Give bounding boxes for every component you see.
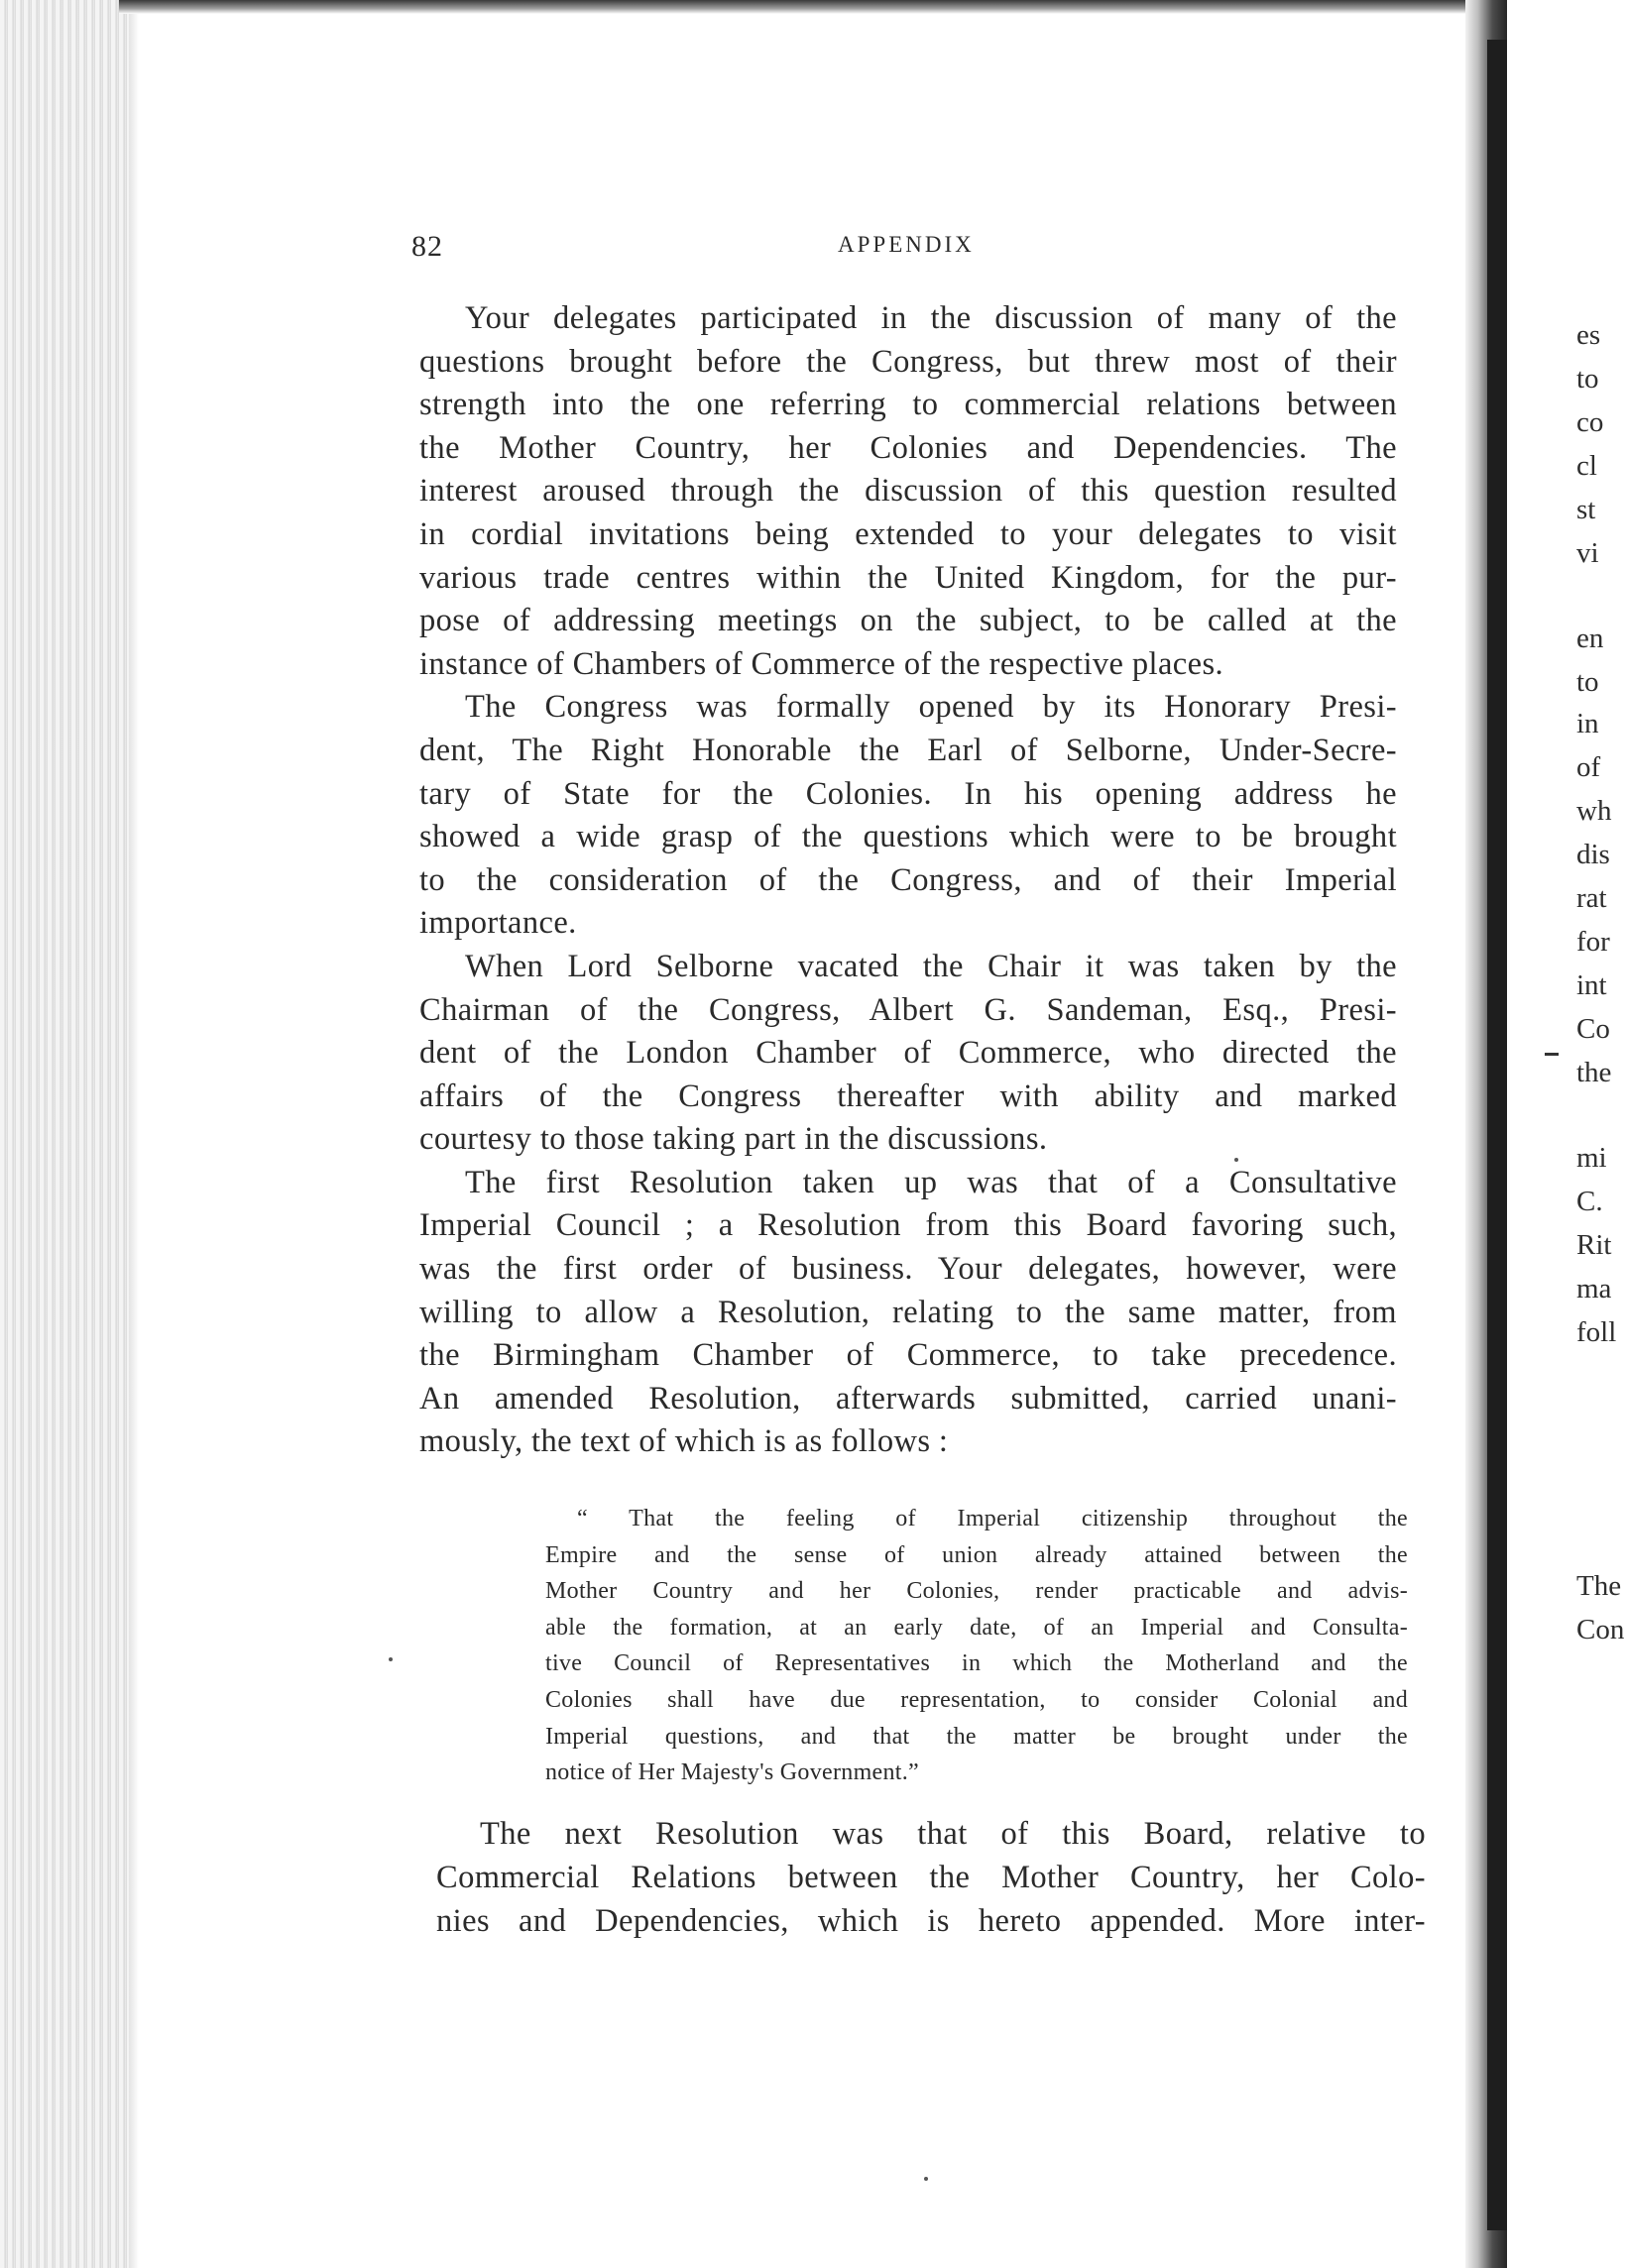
facing-text: mi	[1576, 1142, 1607, 1174]
paragraph	[419, 297, 1397, 686]
page-speck	[389, 1657, 393, 1661]
quote-line: able the formation, at an early date, of an Imperial and Consulta-	[545, 1614, 1408, 1641]
facing-text: st	[1576, 494, 1596, 525]
quote-line: tive Council of Representatives in which the Motherland and the	[545, 1650, 1408, 1677]
text-line: When Lord Selborne vacated the Chair it was taken by the	[465, 948, 1397, 984]
facing-text: Con	[1576, 1614, 1625, 1645]
text-line: The Congress was formally opened by its Honorary Presi-	[465, 689, 1397, 726]
text-line: dent, The Right Honorable the Earl of Selborne, Under-Secre-	[419, 732, 1397, 768]
paragraph	[419, 1162, 1397, 1464]
quote-line: Imperial questions, and that the matter be brought under the	[545, 1723, 1408, 1750]
text-line: the Birmingham Chamber of Commerce, to take precedence.	[419, 1337, 1397, 1374]
facing-text: wh	[1576, 795, 1612, 827]
facing-text: en	[1576, 623, 1604, 654]
facing-text: foll	[1576, 1316, 1617, 1348]
body-text	[419, 297, 1397, 1464]
quote-line: “ That the feeling of Imperial citizenship throughout the	[577, 1506, 1408, 1531]
facing-text: in	[1576, 708, 1599, 739]
text-line: to the consideration of the Congress, and of their Imperial	[419, 861, 1397, 898]
quote-line: Empire and the sense of union already attained between the	[545, 1541, 1408, 1568]
text-line: mously, the text of which is as follows :	[419, 1423, 949, 1460]
text-line: was the first order of business. Your delegates, however, were	[419, 1251, 1397, 1288]
text-line: Your delegates participated in the discussion of many of the	[465, 300, 1397, 336]
facing-text: rat	[1576, 882, 1607, 914]
text-line: in cordial invitations being extended to your delegates to visit	[419, 515, 1397, 552]
text-line: tary of State for the Colonies. In his opening address he	[419, 775, 1397, 812]
facing-text: for	[1576, 926, 1610, 958]
text-line: interest aroused through the discussion of this question resulted	[419, 473, 1397, 510]
facing-text: dis	[1576, 839, 1610, 870]
text-line: nies and Dependencies, which is hereto appended. More inter-	[436, 1903, 1426, 1939]
block-quotation	[545, 1501, 1408, 1791]
paragraph	[419, 686, 1397, 946]
facing-text: of	[1576, 751, 1601, 783]
quote-line: Mother Country and her Colonies, render practicable and advis-	[545, 1578, 1408, 1605]
page-speck	[924, 2177, 928, 2181]
running-title: APPENDIX	[838, 232, 975, 257]
facing-text: The	[1576, 1570, 1622, 1602]
page-edge-stack	[0, 0, 139, 2268]
text-line: the Mother Country, her Colonies and Dependencies. The	[419, 429, 1397, 466]
text-line: courtesy to those taking part in the discussions.	[419, 1121, 1048, 1158]
closing-paragraph	[436, 1812, 1426, 1943]
quote-line: notice of Her Majesty's Government.”	[545, 1759, 920, 1786]
text-line: pose of addressing meetings on the subject, to be called at the	[419, 603, 1397, 639]
facing-text: vi	[1576, 537, 1599, 569]
text-line: instance of Chambers of Commerce of the respective places.	[419, 645, 1224, 682]
text-line: Chairman of the Congress, Albert G. Sandeman, Esq., Presi-	[419, 991, 1397, 1028]
facing-text: Co	[1576, 1013, 1610, 1045]
facing-text: ma	[1576, 1273, 1612, 1304]
facing-text: to	[1576, 363, 1599, 395]
text-line: dent of the London Chamber of Commerce, who directed the	[419, 1035, 1397, 1072]
facing-text: es	[1576, 319, 1601, 351]
text-line: Commercial Relations between the Mother Country, her Colo-	[436, 1860, 1426, 1895]
facing-text: Rit	[1576, 1229, 1612, 1261]
text-line: The next Resolution was that of this Board, relative to	[480, 1816, 1426, 1852]
text-line: showed a wide grasp of the questions which were to be brought	[419, 819, 1397, 855]
facing-text: int	[1576, 969, 1607, 1001]
text-line: Imperial Council ; a Resolution from this Board favoring such,	[419, 1207, 1397, 1244]
running-head	[411, 230, 1413, 270]
text-line: questions brought before the Congress, but threw most of their	[419, 343, 1397, 380]
text-line: importance.	[419, 905, 577, 942]
text-line: strength into the one referring to commercial relations between	[419, 387, 1397, 423]
text-line: An amended Resolution, afterwards submitted, carried unani-	[419, 1380, 1397, 1417]
text-line: various trade centres within the United Kingdom, for the pur-	[419, 559, 1397, 596]
book-spine-shadow	[1487, 40, 1507, 2230]
text-line: willing to allow a Resolution, relating to the same matter, from	[419, 1294, 1397, 1330]
text-line: affairs of the Congress thereafter with ability and marked	[419, 1077, 1397, 1114]
book-page	[411, 0, 1426, 2268]
facing-page-fragment	[1563, 0, 1626, 2268]
quote-line: Colonies shall have due representation, to consider Colonial and	[545, 1686, 1408, 1713]
paragraph	[419, 946, 1397, 1162]
facing-text: to	[1576, 666, 1599, 698]
facing-text: the	[1576, 1057, 1612, 1088]
facing-text: cl	[1576, 450, 1597, 482]
page-number: 82	[411, 230, 443, 263]
facing-text: co	[1576, 406, 1604, 438]
facing-text: C.	[1576, 1186, 1603, 1217]
page-speck	[1234, 1158, 1238, 1162]
text-line: The first Resolution taken up was that of a Consultative	[465, 1164, 1397, 1200]
margin-mark	[1545, 1053, 1559, 1056]
